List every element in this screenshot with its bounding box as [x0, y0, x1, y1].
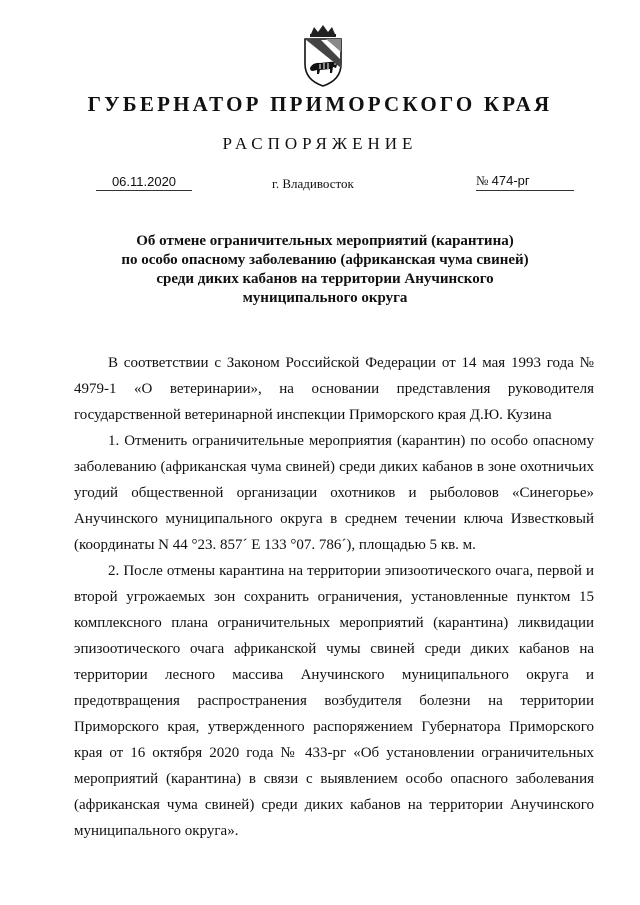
document-date: 06.11.2020 [96, 174, 192, 191]
item-1-paragraph: 1. Отменить ограничительные мероприятия (карантин) по особо опасному заболеванию (африканская чума свиней) среди диких кабанов в зоне охотничьих угодий общественной организации охотников и рыболовов «Синегорье» Анучинского муниципального округа в среднем течении ключа Известковый (координаты N 44 °23. 857´ E 133 °07. 786´), площадью 5 кв. м. [74, 433, 594, 553]
preamble-paragraph: В соответствии с Законом Российской Федерации от 14 мая 1993 года № 4979-1 «О ветеринарии», на основании представления руководителя государственной ветеринарной инспекции Приморского края Д.Ю. Кузина [74, 355, 594, 423]
document-number-value: 474-рг [491, 173, 530, 188]
document-subject [80, 232, 570, 308]
subject-line: среди диких кабанов на территории Анучинского [156, 271, 494, 287]
document-number-prefix: № [476, 173, 489, 188]
document-number [476, 173, 574, 191]
document-body [74, 350, 594, 844]
document-city: г. Владивосток [272, 176, 354, 191]
governor-title: ГУБЕРНАТОР ПРИМОРСКОГО КРАЯ [87, 92, 553, 116]
subject-line: муниципального округа [242, 290, 408, 306]
primorsky-krai-coat-of-arms-icon [296, 24, 350, 88]
subject-line: по особо опасному заболеванию (африканская чума свиней) [121, 252, 529, 268]
subject-line: Об отмене ограничительных мероприятий (карантина) [136, 233, 514, 249]
item-2-paragraph: 2. После отмены карантина на территории эпизоотического очага, первой и второй угрожаемых зон сохранить ограничения, установленные пунктом 15 комплексного плана ограничительных мероприятий (карантина) ликвидации эпизоотического очага африканской чумы свиней среди диких кабанов на территории лесного массива Анучинского муниципального округа и предотвращения распространения возбудителя болезни на территории Приморского края, утвержденного распоряжением Губернатора Приморского края от 16 октября 2020 года № 433-рг «Об установлении ограничительных мероприятий (карантина) в связи с выявлением особо опасного заболевания (африканская чума свиней) среди диких кабанов на территории Анучинского муниципального округа». [74, 563, 594, 839]
document-type: РАСПОРЯЖЕНИЕ [222, 134, 418, 153]
